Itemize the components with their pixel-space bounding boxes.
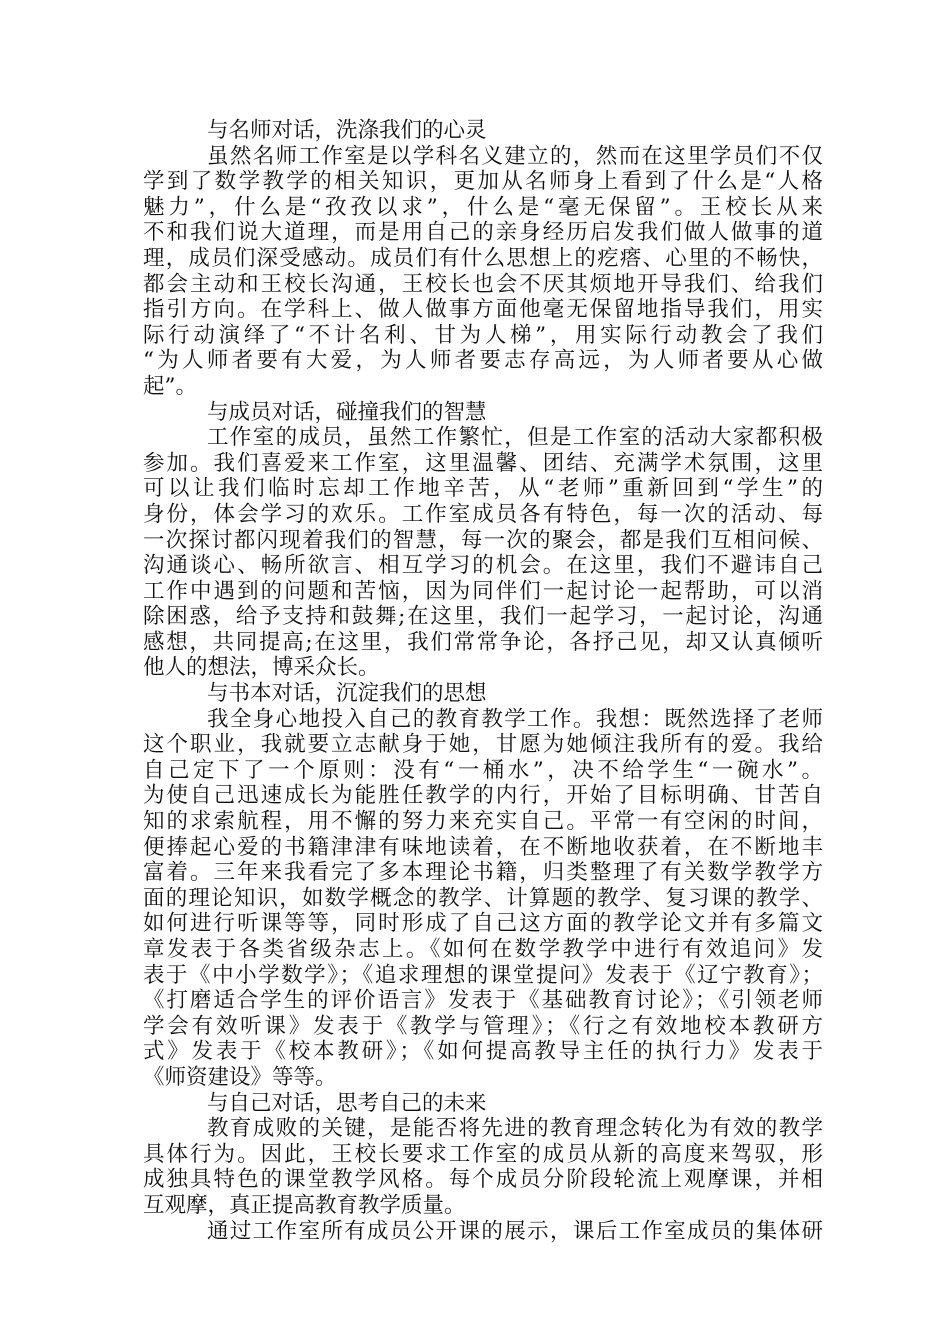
text-line: 便捧起心爱的书籍津津有味地读着，在不断地收获着，在不断地丰	[143, 834, 823, 860]
text-line: 工作室的成员，虽然工作繁忙，但是工作室的活动大家都积极	[207, 425, 823, 451]
text-line: 虽然名师工作室是以学科名义建立的，然而在这里学员们不仅	[207, 143, 823, 169]
paragraph	[143, 707, 823, 1091]
document-page	[143, 118, 823, 1244]
text-line: 成独具特色的课堂教学风格。每个成员分阶段轮流上观摩课，并相	[143, 1167, 823, 1193]
text-line: 理，成员们深受感动。成员们有什么思想上的疙瘩、心里的不畅快，	[143, 245, 823, 271]
text-line: 富着。三年来我看完了多本理论书籍，归类整理了有关数学教学方	[143, 860, 823, 886]
text-line: 表于《中小学数学》；《追求理想的课堂提问》发表于《辽宁教育》；	[143, 962, 823, 988]
text-line: 除困惑，给予支持和鼓舞;在这里，我们一起学习，一起讨论，沟通	[143, 604, 823, 630]
text-line: 都会主动和王校长沟通，王校长也会不厌其烦地开导我们、给我们	[143, 271, 823, 297]
text-line: 身份，体会学习的欢乐。工作室成员各有特色，每一次的活动、每	[143, 501, 823, 527]
text-line: 式》发表于《校本教研》；《如何提高教导主任的执行力》发表于	[143, 1039, 823, 1065]
text-line: 我全身心地投入自己的教育教学工作。我想：既然选择了老师	[207, 706, 823, 732]
text-line: 知的求索航程，用不懈的努力来充实自己。平常一有空闲的时间，	[143, 809, 823, 835]
text-line: 面的理论知识，如数学概念的教学、计算题的教学、复习课的教学、	[143, 885, 823, 911]
text-line: 自己定下了一个原则：没有“一桶水”，决不给学生“一碗水”。	[143, 757, 823, 783]
text-line: 学会有效听课》发表于《教学与管理》；《行之有效地校本教研方	[143, 1013, 823, 1039]
paragraph	[143, 1219, 823, 1245]
text-line: 他人的想法，博采众长。	[143, 655, 380, 681]
text-line: 如何进行听课等等，同时形成了自己这方面的教学论文并有多篇文	[143, 911, 823, 937]
text-line: 为使自己迅速成长为能胜任教学的内行，开始了目标明确、甘苦自	[143, 783, 823, 809]
section-heading: 与名师对话，洗涤我们的心灵	[207, 118, 487, 143]
text-line: 这个职业，我就要立志献身于她，甘愿为她倾注我所有的爱。我给	[143, 732, 823, 758]
section-heading: 与成员对话，碰撞我们的智慧	[207, 399, 487, 425]
text-line: 《师资建设》等等。	[143, 1064, 337, 1090]
text-line: 起”。	[143, 373, 197, 399]
text-line: “为人师者要有大爱，为人师者要志存高远，为人师者要从心做	[143, 348, 823, 374]
text-line: 参加。我们喜爱来工作室，这里温馨、团结、充满学术氛围，这里	[143, 450, 823, 476]
text-line: 一次探讨都闪现着我们的智慧，每一次的聚会，都是我们互相问候、	[143, 527, 823, 553]
text-line: 指引方向。在学科上、做人做事方面他毫无保留地指导我们，用实	[143, 297, 823, 323]
text-line: 《打磨适合学生的评价语言》发表于《基础教育讨论》；《引领老师	[143, 988, 823, 1014]
text-line: 具体行为。因此，王校长要求工作室的成员从新的高度来驾驭，形	[143, 1141, 823, 1167]
text-line: 学到了数学教学的相关知识，更加从名师身上看到了什么是“人格	[143, 169, 823, 195]
paragraph	[143, 144, 823, 400]
text-line: 教育成败的关键，是能否将先进的教育理念转化为有效的教学	[207, 1116, 823, 1142]
section-heading: 与自己对话，思考自己的未来	[207, 1090, 487, 1116]
text-line: 不和我们说大道理，而是用自己的亲身经历启发我们做人做事的道	[143, 220, 823, 246]
paragraph	[143, 1116, 823, 1218]
text-line: 沟通谈心、畅所欲言、相互学习的机会。在这里，我们不避讳自己	[143, 553, 823, 579]
text-line: 通过工作室所有成员公开课的展示，课后工作室成员的集体研	[207, 1218, 823, 1244]
text-line: 际行动演绎了“不计名利、甘为人梯”，用实际行动教会了我们	[143, 322, 823, 348]
text-line: 可以让我们临时忘却工作地辛苦，从“老师”重新回到“学生”的	[143, 476, 823, 502]
text-line: 章发表于各类省级杂志上。《如何在数学教学中进行有效追问》发	[143, 937, 823, 962]
text-line: 魅力”，什么是“孜孜以求”，什么是“毫无保留”。王校长从来	[143, 194, 823, 220]
paragraph	[143, 425, 823, 681]
text-line: 感想，共同提高;在这里，我们常常争论，各抒己见，却又认真倾听	[143, 629, 823, 655]
text-line: 互观摩，真正提高教育教学质量。	[143, 1192, 466, 1218]
section-heading: 与书本对话，沉淀我们的思想	[207, 681, 487, 707]
text-line: 工作中遇到的问题和苦恼，因为同伴们一起讨论一起帮助，可以消	[143, 578, 823, 604]
